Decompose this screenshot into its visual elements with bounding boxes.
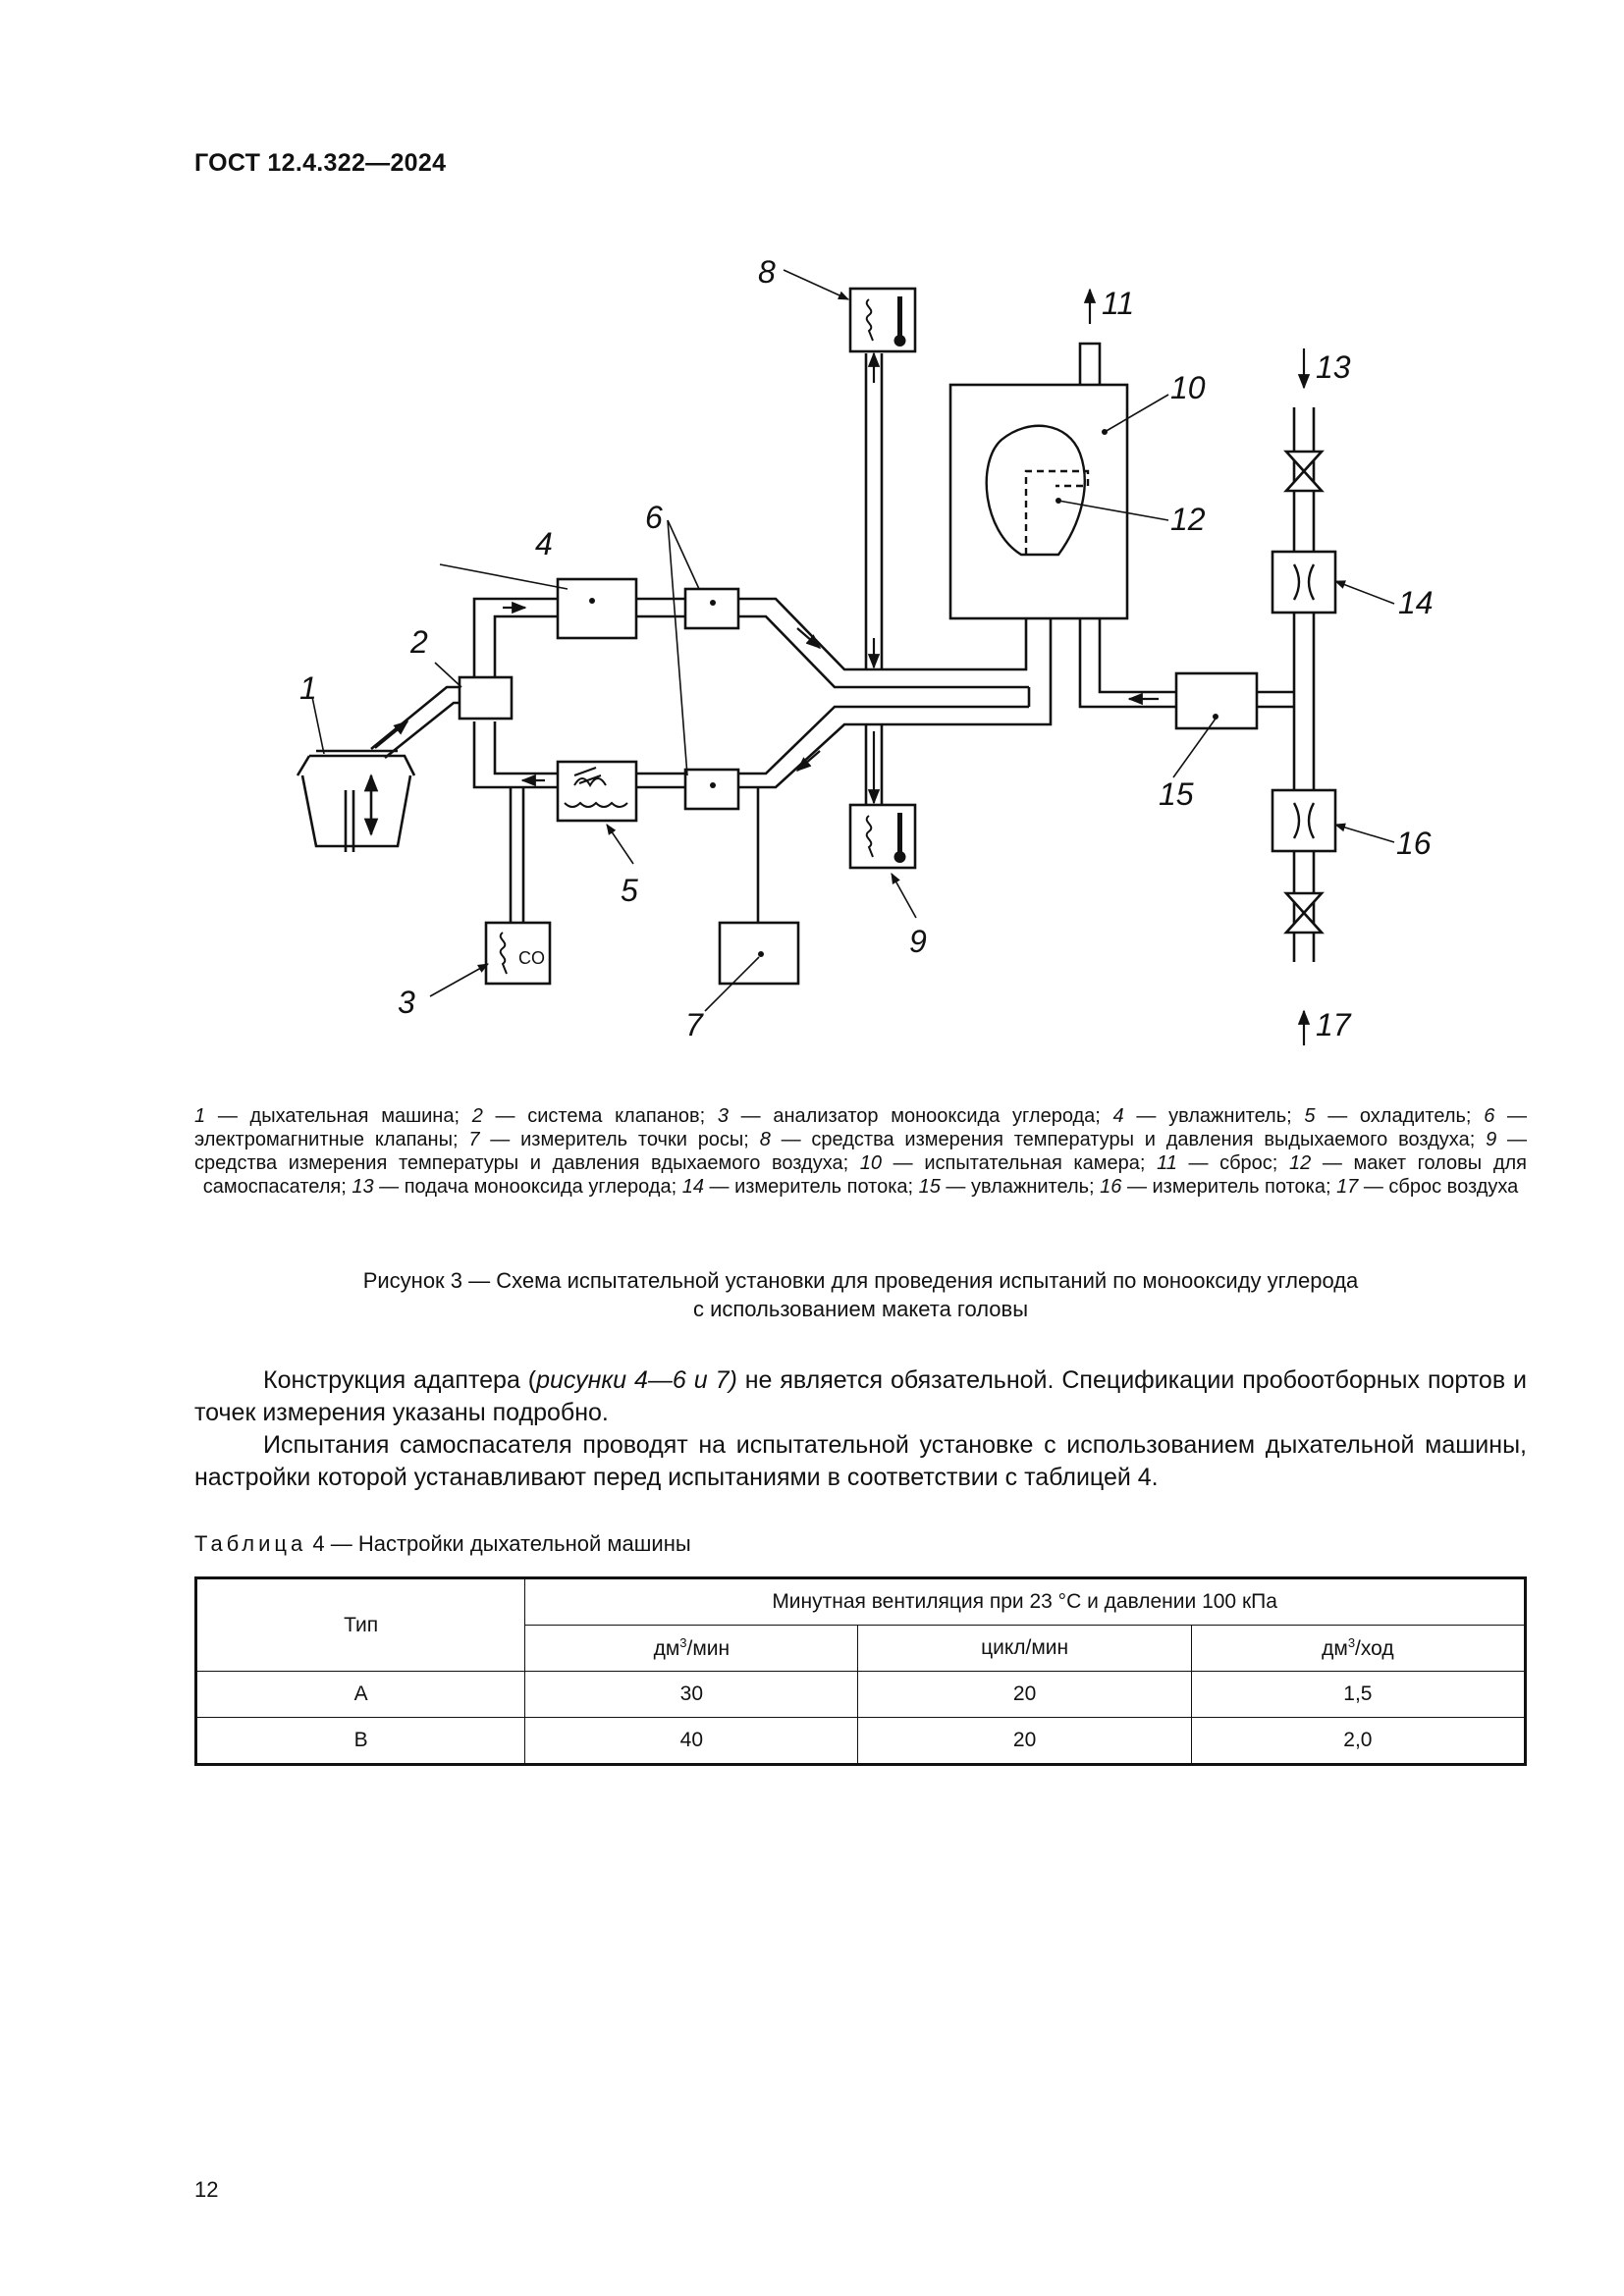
subheader-cycles-per-min: цикл/мин [858, 1626, 1191, 1672]
legend-text: — средства измерения температуры и давления выдыхаемого воздуха; [770, 1129, 1487, 1150]
legend-text: — охладитель; [1315, 1105, 1485, 1127]
legend-number: 6 [1484, 1105, 1495, 1127]
cell-type: А [196, 1672, 525, 1718]
legend-text: — анализатор монооксида углерода; [728, 1105, 1113, 1127]
valve-system-box [460, 677, 512, 719]
valve-13-icon [1286, 452, 1322, 491]
legend-number: 12 [1289, 1152, 1312, 1174]
legend-text: — сброс; [1176, 1152, 1289, 1174]
test-setup-diagram [295, 245, 1434, 1050]
subheader-volume-per-stroke: $дм^3$/ход [1191, 1626, 1525, 1672]
legend-number: 14 [681, 1176, 704, 1198]
legend-text: — измеритель потока; [1121, 1176, 1337, 1198]
label-8: 8 [758, 254, 776, 290]
pipe-chamber-out-a [1080, 618, 1176, 707]
humidifier-15-box [1176, 673, 1257, 728]
figure-reference: рисунки 4—6 и 7) [536, 1366, 737, 1394]
legend-number: 9 [1486, 1129, 1497, 1150]
test-chamber-box [950, 385, 1127, 618]
legend-text: — система клапанов; [482, 1105, 718, 1127]
legend-number: 17 [1336, 1176, 1359, 1198]
legend-number: 2 [471, 1105, 483, 1127]
legend-number: 5 [1304, 1105, 1316, 1127]
legend-text: — подача монооксида углерода; [373, 1176, 682, 1198]
breathing-machine-icon [298, 751, 414, 846]
label-5: 5 [621, 873, 638, 908]
legend-number: 11 [1157, 1152, 1177, 1174]
valve-17-icon [1286, 893, 1322, 933]
label-15: 15 [1159, 776, 1194, 812]
legend-number: 10 [859, 1152, 883, 1174]
figure-title-line-2: с использованием макета головы [692, 1297, 1029, 1321]
cell-volume-per-min: 30 [525, 1672, 858, 1718]
figure-legend [194, 1104, 1527, 1199]
cell-type: В [196, 1718, 525, 1765]
solenoid-valve-top [685, 589, 738, 628]
legend-text: — сброс воздуха [1358, 1176, 1519, 1198]
subheader-volume-per-min: $дм^3$/мин [525, 1626, 858, 1672]
legend-text: — увлажнитель; [940, 1176, 1101, 1198]
cell-volume-per-min: 40 [525, 1718, 858, 1765]
label-13: 13 [1316, 349, 1351, 385]
label-16: 16 [1396, 826, 1432, 861]
thermometer-9-icon [897, 813, 902, 854]
legend-text: — измеритель точки росы; [479, 1129, 760, 1150]
solenoid-valve-bottom [685, 770, 738, 809]
legend-text: — испытательная камера; [882, 1152, 1158, 1174]
cooler-5-box [558, 762, 636, 821]
figure-title-line-1: Рисунок 3 — Схема испытательной установки для проведения испытаний по монооксиду углерода [362, 1268, 1359, 1293]
label-11: 11 [1102, 286, 1135, 321]
pipe-top-outer [474, 599, 558, 689]
legend-number: 7 [468, 1129, 480, 1150]
legend-text: — увлажнитель; [1123, 1105, 1305, 1127]
legend-text: — электромагнитные клапаны; [194, 1105, 1528, 1150]
label-2: 2 [410, 624, 428, 660]
document-header: ГОСТ 12.4.322—2024 [194, 149, 447, 177]
humidifier-4-box [558, 579, 636, 638]
legend-text: — средства измерения температуры и давления вдыхаемого воздуха; [194, 1129, 1527, 1174]
label-6: 6 [645, 500, 663, 535]
cell-volume-per-stroke: 1,5 [1191, 1672, 1525, 1718]
label-12: 12 [1170, 502, 1206, 537]
label-3: 3 [398, 985, 415, 1020]
flow-meter-14-box [1272, 552, 1335, 613]
pipe-chamber-out-b [1100, 618, 1176, 692]
label-9: 9 [909, 924, 927, 959]
header-type: Тип [196, 1578, 525, 1672]
header-ventilation: Минутная вентиляция при 23 °С и давлении 100 кПа [525, 1578, 1526, 1626]
flow-meter-16-box [1272, 790, 1335, 851]
legend-text: — дыхательная машина; [205, 1105, 472, 1127]
legend-number: 16 [1100, 1176, 1122, 1198]
figure-title [194, 1266, 1527, 1323]
label-14: 14 [1398, 585, 1434, 620]
page-number: 12 [194, 2177, 219, 2202]
breathing-machine-settings-table [194, 1576, 1527, 1766]
co-mark: CO [518, 948, 545, 968]
pipe-bottom-inner [495, 721, 558, 774]
table-title: Таблица 4 — Настройки дыхательной машины [194, 1531, 691, 1556]
pipe-exhaust [1080, 344, 1100, 385]
thermometer-8-icon [897, 296, 902, 338]
label-4: 4 [535, 526, 553, 561]
pipe-diag-bot-1 [738, 707, 1029, 774]
paragraph-testing: Испытания самоспасателя проводят на испытательной установке с использованием дыхательной машины, настройки которой устанавливают перед испытаниями в соответствии с таблицей 4. [194, 1431, 1527, 1491]
pipe-bottom-outer [474, 721, 558, 787]
legend-number: 15 [918, 1176, 941, 1198]
label-1: 1 [299, 670, 317, 706]
box-dot [589, 598, 595, 604]
label-10: 10 [1170, 370, 1206, 405]
table-row [196, 1672, 1526, 1718]
legend-text: — макет головы для самоспасателя; [202, 1152, 1527, 1198]
legend-number: 3 [717, 1105, 729, 1127]
paragraph-adapter: Конструкция адаптера (рисунки 4—6 и 7) не является обязательной. Спецификации пробоотборных портов и точек измерения указаны подробно. [194, 1366, 1527, 1426]
legend-number: 13 [352, 1176, 374, 1198]
label-17: 17 [1316, 1007, 1351, 1042]
legend-number: 8 [759, 1129, 771, 1150]
legend-text: — измеритель потока; [703, 1176, 919, 1198]
cell-cycles-per-min: 20 [858, 1718, 1191, 1765]
pipe-diag-top-2 [738, 616, 1029, 687]
legend-number: 1 [194, 1105, 206, 1127]
cell-cycles-per-min: 20 [858, 1672, 1191, 1718]
cell-volume-per-stroke: 2,0 [1191, 1718, 1525, 1765]
legend-number: 4 [1112, 1105, 1124, 1127]
label-7: 7 [685, 1007, 703, 1042]
table-row [196, 1718, 1526, 1765]
